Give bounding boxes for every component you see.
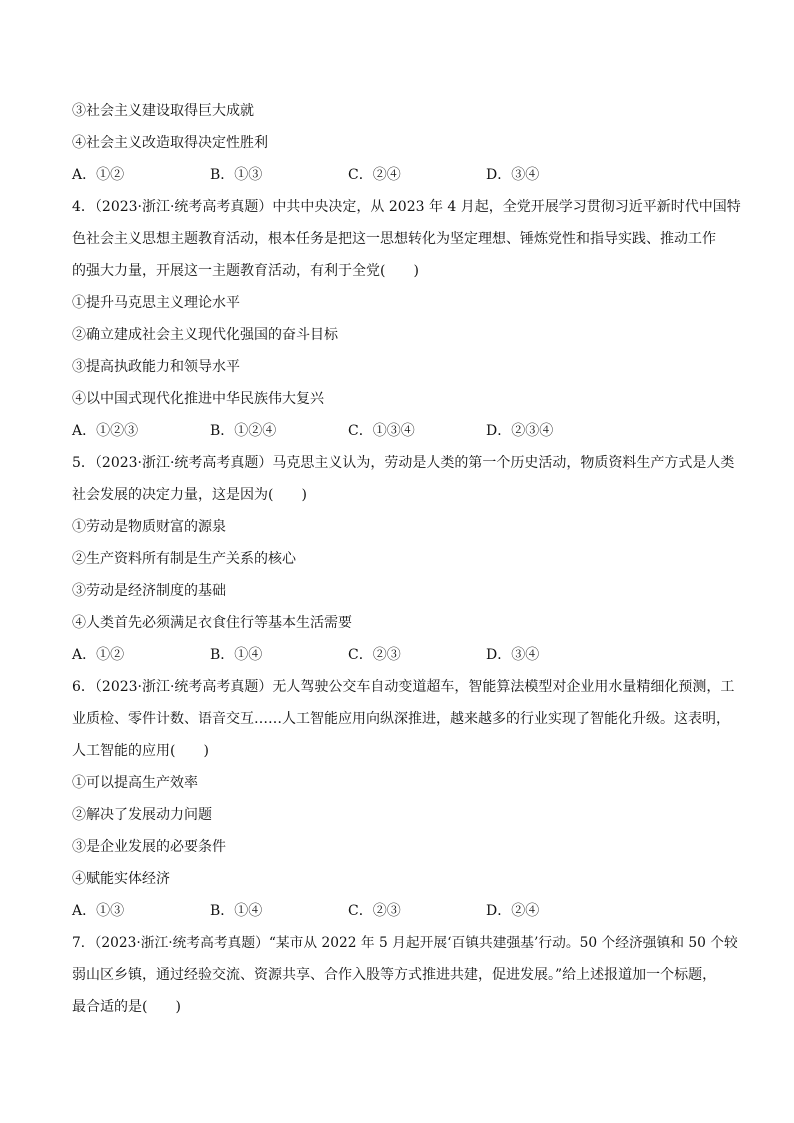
q5-option-b[interactable]: B．①④ [210,647,263,663]
q4-option-b[interactable]: B．①②④ [210,423,277,439]
q5-stem-line-2: 社会发展的决定力量，这是因为( ) [72,487,307,503]
q6-stem-line-2: 业质检、零件计数、语音交互……人工智能应用向纵深推进，越来越多的行业实现了智能化升级。这表明， [72,711,730,727]
q5-item-2: ②生产资料所有制是生产关系的核心 [72,551,296,567]
q5-item-1: ①劳动是物质财富的源泉 [72,519,226,535]
q6-stem-line-1: 6．（2023·浙江·统考高考真题）无人驾驶公交车自动变道超车，智能算法模型对企业用水量精细化预测，工 [72,679,735,695]
q6-option-d[interactable]: D．②④ [486,903,540,919]
q5-options [72,645,632,665]
q5-option-a[interactable]: A．①② [72,647,125,663]
q3-options [72,165,632,185]
q4-options [72,421,632,441]
q4-stem-line-3: 的强大力量，开展这一主题教育活动，有利于全党( ) [72,263,419,279]
q7-stem-line-3: 最合适的是( ) [72,999,181,1015]
q5-item-3: ③劳动是经济制度的基础 [72,583,226,599]
q4-option-c[interactable]: C．①③④ [348,423,415,439]
q7-stem-line-1: 7．（2023·浙江·统考高考真题）“某市从 2022 年 5 月起开展‘百镇共建强基’行动。50 个经济强镇和 50 个较 [72,935,738,951]
q6-options [72,901,632,921]
q7-stem-line-2: 弱山区乡镇，通过经验交流、资源共享、合作入股等方式推进共建，促进发展。”给上述报道加一个标题， [72,967,717,983]
q4-option-a[interactable]: A．①②③ [72,423,139,439]
q6-item-4: ④赋能实体经济 [72,871,170,887]
q4-stem-line-1: 4．（2023·浙江·统考高考真题）中共中央决定，从 2023 年 4 月起，全党开展学习贯彻习近平新时代中国特 [72,199,741,215]
q3-option-c[interactable]: C．②④ [348,167,401,183]
q4-item-1: ①提升马克思主义理论水平 [72,295,240,311]
q3-option-d[interactable]: D．③④ [486,167,540,183]
q6-item-1: ①可以提高生产效率 [72,775,198,791]
q5-item-4: ④人类首先必须满足衣食住行等基本生活需要 [72,615,352,631]
q4-option-d[interactable]: D．②③④ [486,423,554,439]
q4-item-3: ③提高执政能力和领导水平 [72,359,240,375]
q5-option-c[interactable]: C．②③ [348,647,401,663]
q6-item-2: ②解决了发展动力问题 [72,807,212,823]
q3-option-a[interactable]: A．①② [72,167,125,183]
q3-item-4: ④社会主义改造取得决定性胜利 [72,135,268,151]
q4-item-2: ②确立建成社会主义现代化强国的奋斗目标 [72,327,338,343]
q5-stem-line-1: 5．（2023·浙江·统考高考真题）马克思主义认为，劳动是人类的第一个历史活动，物质资料生产方式是人类 [72,455,735,471]
q4-item-4: ④以中国式现代化推进中华民族伟大复兴 [72,391,324,407]
q5-option-d[interactable]: D．③④ [486,647,540,663]
q3-option-b[interactable]: B．①③ [210,167,263,183]
q6-option-b[interactable]: B．①④ [210,903,263,919]
q6-option-a[interactable]: A．①③ [72,903,125,919]
q6-stem-line-3: 人工智能的应用( ) [72,743,209,759]
q6-item-3: ③是企业发展的必要条件 [72,839,226,855]
q4-stem-line-2: 色社会主义思想主题教育活动，根本任务是把这一思想转化为坚定理想、锤炼党性和指导实践、推动工作 [72,231,716,247]
q6-option-c[interactable]: C．②③ [348,903,401,919]
q3-item-3: ③社会主义建设取得巨大成就 [72,103,254,119]
